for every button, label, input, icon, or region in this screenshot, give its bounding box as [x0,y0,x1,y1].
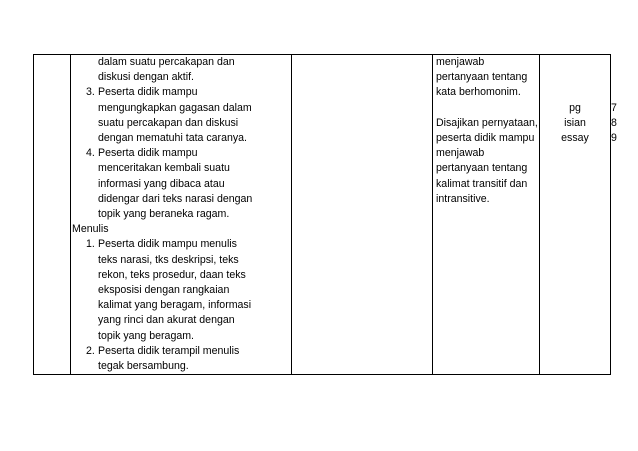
item-continuation-line [72,177,291,192]
line-text: yang rinci dan akurat dengan [98,314,235,327]
question-type-essay: essay [561,132,589,144]
question-type-pg: pg [569,101,581,114]
item-number: 2. [86,344,95,357]
line-text: Menulis [72,223,109,236]
numbered-item-line [72,85,291,100]
line-text: suatu percakapan dan diskusi [98,116,239,129]
line-text: eksposisi dengan rangkaian [98,284,230,297]
line-text: teks narasi, tks deskripsi, teks [98,253,239,266]
item-number: 4. [86,147,95,160]
table-row: dalam suatu percakapan dan diskusi dengan aktif. 3. Peserta didik mampu mengungkapkan gagasan dalam suatu percakapan dan diskusi dengan mematuhi tata caranya. 4. Peserta didik mampu menceritakan kembali suatu informasi yang dibaca atau didengar dari teks narasi dengan topik yang beraneka ragam. Menulis 1. Peserta didik mampu menulis teks narasi, tks deskripsi, teks rekon, teks prosedur, daan teks eksposisi dengan rangkaian kalimat yang beragam, informasi yang rinci dan akurat dengan topik yang beragam. 2. Peserta didik terampil menulis tegak bersambung. menjawab pertanyaan tentang kata berhomonim. Disajikan pernyataan, peserta didik mampu menjawab pertanyaan tentang kalimat transitif dan intransitive. pg isian essay 7 8 9 [34,55,611,375]
line-text: informasi yang dibaca atau [98,177,225,190]
item-continuation-line [72,161,291,176]
item-continuation-line [72,55,291,70]
spacer [436,101,539,116]
line-text: Peserta didik mampu [98,86,198,99]
question-line: pertanyaan tentang [436,71,528,84]
item-continuation-line [72,101,291,116]
item-continuation-line [72,329,291,344]
empty-material-cell [292,55,433,375]
line-text: dengan mematuhi tata caranya. [98,132,247,145]
line-text: Peserta didik mampu menulis [98,238,237,251]
item-continuation-line [72,268,291,283]
question-line: menjawab [436,147,485,160]
line-text: didengar dari teks narasi dengan [98,192,253,205]
indicator-list [72,55,291,374]
item-continuation-line [72,131,291,146]
line-text: rekon, teks prosedur, daan teks [98,268,246,281]
question-line: Disajikan pernyataan, [436,116,538,129]
question-line: menjawab [436,56,485,68]
item-continuation-line [72,116,291,131]
empty-number-cell [34,55,71,375]
item-continuation-line [72,192,291,207]
item-number: 1. [86,238,95,251]
item-continuation-line [72,207,291,222]
numbered-item-line [72,344,291,359]
item-continuation-line [72,283,291,298]
question-type-isian: isian [564,116,586,129]
item-continuation-line [72,298,291,313]
item-continuation-line [72,359,291,374]
item-number: 3. [86,86,95,99]
question-line: kata berhomonim. [436,86,521,99]
line-text: topik yang beraneka ragam. [98,208,230,221]
item-continuation-line [72,253,291,268]
question-line: peserta didik mampu [436,132,535,144]
item-continuation-line [72,70,291,85]
question-indicator-cell [433,55,540,375]
question-line: intransitive. [436,192,490,205]
line-text: Peserta didik terampil menulis [98,344,240,357]
line-text: menceritakan kembali suatu [98,162,230,175]
item-continuation-line [72,313,291,328]
indicator-cell [71,55,292,375]
line-text: topik yang beragam. [98,329,194,342]
line-text: Peserta didik mampu [98,147,198,160]
numbered-item-line [72,146,291,161]
line-text: mengungkapkan gagasan dalam [98,101,252,114]
grid-table [33,54,617,375]
line-text: diskusi dengan aktif. [98,71,194,84]
spacer [540,55,610,101]
line-text: tegak bersambung. [98,360,189,373]
question-line: kalimat transitif dan [436,177,528,190]
question-block-1 [436,55,539,101]
numbered-item-line [72,237,291,252]
question-block-2 [436,116,539,207]
line-text: kalimat yang beragam, informasi [98,299,252,312]
question-type-cell [540,55,611,375]
line-text: dalam suatu percakapan dan [98,56,235,68]
section-heading [72,222,291,237]
question-line: pertanyaan tentang [436,162,528,175]
